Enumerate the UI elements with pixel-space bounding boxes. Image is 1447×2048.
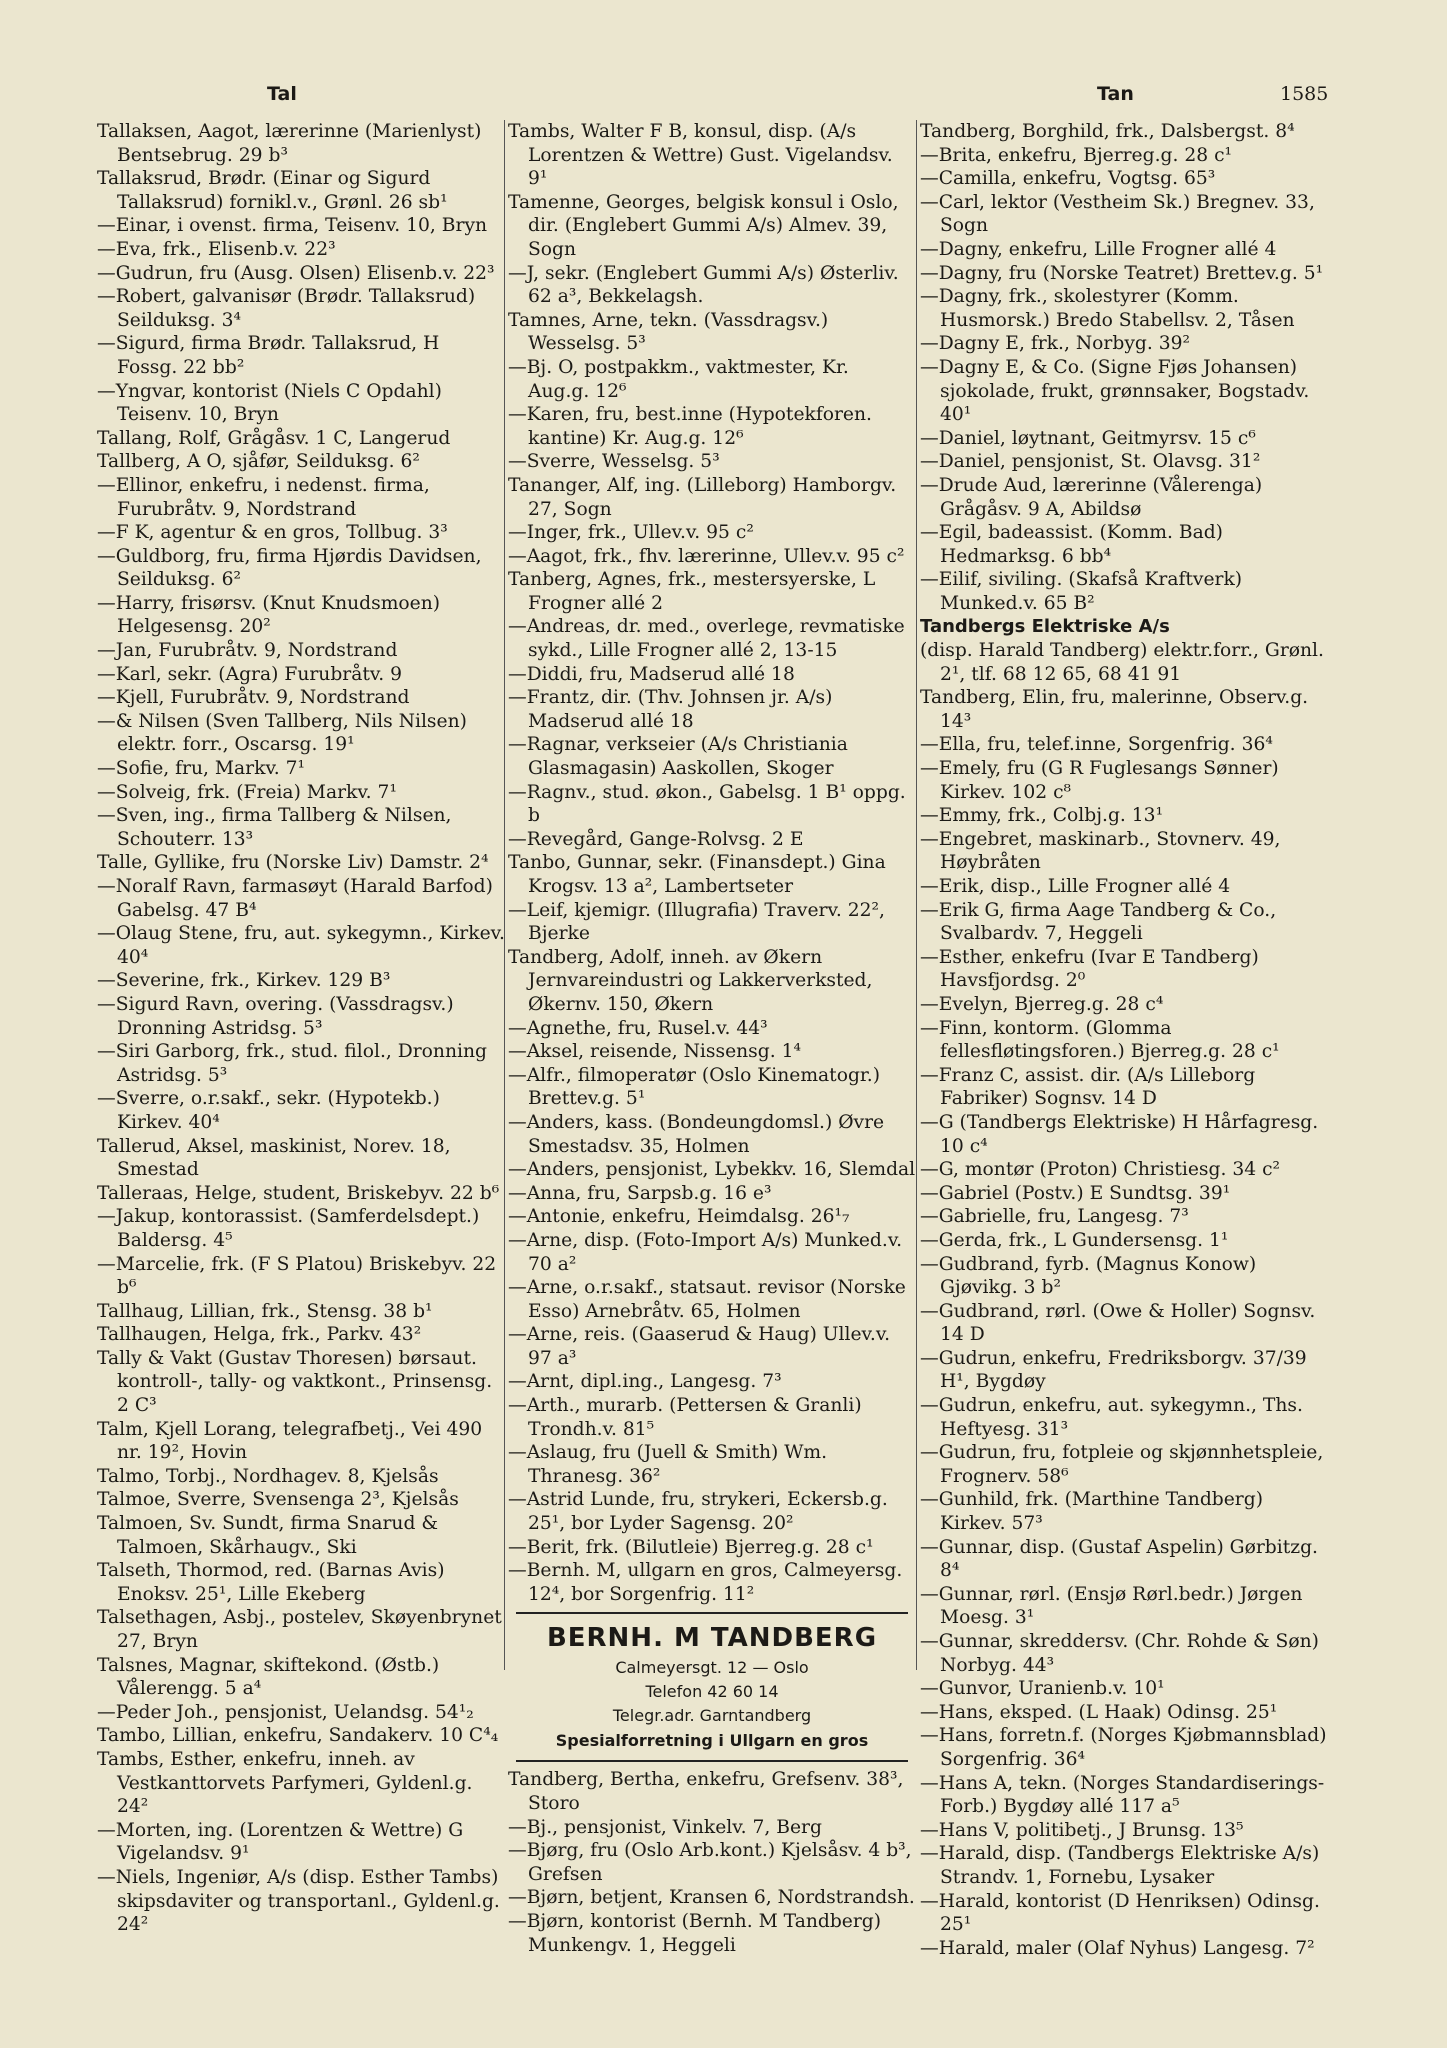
directory-entry: —Daniel, pensjonist, St. Olavsg. 31² <box>920 451 1261 473</box>
directory-entry: —Harald, kontorist (D Henriksen) Odinsg. 25¹ <box>920 1890 1320 1936</box>
directory-entry: —Frantz, dir. (Thv. Johnsen jr. A/s) Madserud allé 18 <box>508 687 833 732</box>
directory-entry: —Gerda, frk., L Gundersensg. 1¹ <box>920 1229 1229 1251</box>
directory-entry: —Gudrun, fru, fotpleie og skjønnhetspleie, Frognerv. 58⁶ <box>920 1442 1324 1487</box>
directory-entry: —Jakup, kontorassist. (Samferdelsdept.) Baldersg. 4⁵ <box>97 1206 480 1251</box>
column-2-entries <box>508 1768 916 1957</box>
directory-entry: —Revegård, Gange-Rolvsg. 2 E <box>508 828 804 850</box>
directory-entry: —Bernh. M, ullgarn en gros, Calmeyersg. 12⁴, bor Sorgenfrig. 11² <box>508 1560 903 1605</box>
directory-entry: Talmoen, Sv. Sundt, firma Snarud & Talmoen, Skårhaugv., Ski <box>97 1513 439 1558</box>
directory-entry: —Agnethe, fru, Rusel.v. 44³ <box>508 1017 768 1039</box>
directory-entry: —Noralf Ravn, farmasøyt (Harald Barfod) Gabelsg. 47 B⁴ <box>97 876 493 921</box>
ad-telegram: Telegr.adr. Garntandberg <box>612 1706 812 1726</box>
directory-entry: —Hans, eksped. (L Haak) Odinsg. 25¹ <box>920 1701 1278 1723</box>
directory-entry: —Anna, fru, Sarpsb.g. 16 e³ <box>508 1182 772 1204</box>
column-3-entries <box>920 120 1330 615</box>
directory-entry: —Gunnar, disp. (Gustaf Aspelin) Gørbitzg. 8⁴ <box>920 1536 1318 1582</box>
directory-entry: —Ragnv., stud. økon., Gabelsg. 1 B¹ oppg. b <box>508 781 906 827</box>
directory-entry: —Olaug Stene, fru, aut. sykegymn., Kirkev. 40⁴ <box>97 923 505 968</box>
directory-entry: —Ragnar, verkseier (A/s Christiania Glasmagasin) Aaskollen, Skoger <box>508 734 848 780</box>
directory-entry: Talle, Gyllike, fru (Norske Liv) Damstr. 2⁴ <box>97 852 489 874</box>
directory-entry: —Harald, disp. (Tandbergs Elektriske A/s) Strandv. 1, Fornebu, Lysaker <box>920 1843 1320 1888</box>
directory-entry: Talleraas, Helge, student, Briskebyv. 22 b⁶ <box>97 1182 500 1204</box>
directory-entry: —Emely, fru (G R Fuglesangs Sønner) Kirkev. 102 c⁸ <box>920 758 1279 803</box>
directory-entry: Tallerud, Aksel, maskinist, Norev. 18, Smestad <box>97 1135 451 1181</box>
directory-entry: —Andreas, dr. med., overlege, revmatiske sykd., Lille Frogner allé 2, 13-15 <box>508 616 905 662</box>
directory-entry: —Gunvor, Uranienb.v. 10¹ <box>920 1678 1165 1700</box>
directory-entry: —Dagny, frk., skolestyrer (Komm. Husmorsk.) Bredo Stabellsv. 2, Tåsen <box>920 286 1295 331</box>
directory-entry: —Gudrun, enkefru, aut. sykegymn., Ths. Heftyesg. 31³ <box>920 1395 1303 1440</box>
directory-entry: —Inger, frk., Ullev.v. 95 c² <box>508 522 754 544</box>
column-2-entries <box>508 120 916 1606</box>
header-right: Tan <box>1097 83 1134 105</box>
directory-entry: —Sverre, Wesselsg. 5³ <box>508 451 720 473</box>
directory-entry: —Gabriel (Postv.) E Sundtsg. 39¹ <box>920 1182 1231 1204</box>
directory-entry: —Marcelie, frk. (F S Platou) Briskebyv. 22 b⁶ <box>97 1253 497 1299</box>
directory-entry: —Drude Aud, lærerinne (Vålerenga) Grågåsv. 9 A, Abildsø <box>920 474 1263 520</box>
ad-phone: Telefon 42 60 14 <box>645 1682 779 1702</box>
directory-entry: Tanberg, Agnes, frk., mestersyerske, L Frogner allé 2 <box>508 569 876 614</box>
directory-entry: Tambs, Walter F B, konsul, disp. (A/s Lorentzen & Wettre) Gust. Vigelandsv. 9¹ <box>508 121 893 190</box>
directory-entry: —Solveig, frk. (Freia) Markv. 7¹ <box>97 781 397 803</box>
directory-entry: —Eva, frk., Elisenb.v. 22³ <box>97 238 336 260</box>
directory-entry: —G, montør (Proton) Christiesg. 34 c² <box>920 1159 1281 1181</box>
directory-entry: —Brita, enkefru, Bjerreg.g. 28 c¹ <box>920 144 1233 166</box>
directory-entry: —Franz C, assist. dir. (A/s Lilleborg Fabriker) Sognsv. 14 D <box>920 1064 1256 1110</box>
directory-entry: —Karl, sekr. (Agra) Furubråtv. 9 <box>97 663 402 685</box>
advertisement <box>516 1612 908 1762</box>
directory-entry: Tamenne, Georges, belgisk konsul i Oslo, dir. (Englebert Gummi A/s) Almev. 39, Sogn <box>508 191 899 260</box>
directory-entry: —Ellinor, enkefru, i nedenst. firma, Furubråtv. 9, Nordstrand <box>97 474 430 520</box>
directory-entry: —Peder Joh., pensjonist, Uelandsg. 54¹₂ <box>97 1701 474 1723</box>
directory-entry: Talm, Kjell Lorang, telegrafbetj., Vei 490 nr. 19², Hovin <box>97 1418 483 1464</box>
directory-entry: —Gunnar, skreddersv. (Chr. Rohde & Søn) Norbyg. 44³ <box>920 1631 1319 1676</box>
directory-entry: —Einar, i ovenst. firma, Teisenv. 10, Bryn <box>97 215 488 237</box>
directory-entry: —Bjørn, kontorist (Bernh. M Tandberg) Munkengv. 1, Heggeli <box>508 1910 882 1956</box>
directory-entry: Tananger, Alf, ing. (Lilleborg) Hamborgv. 27, Sogn <box>508 474 897 520</box>
directory-entry: Tallaksen, Aagot, lærerinne (Marienlyst) Bentsebrug. 29 b³ <box>97 121 482 166</box>
ad-name: BERNH. M TANDBERG <box>546 1623 878 1654</box>
directory-entry: Talsethagen, Asbj., postelev, Skøyenbrynet 27, Bryn <box>97 1607 502 1652</box>
directory-entry: —G (Tandbergs Elektriske) H Hårfagresg. 10 c⁴ <box>920 1111 1319 1157</box>
directory-entry: —Emmy, frk., Colbj.g. 13¹ <box>920 805 1164 827</box>
directory-entry: (disp. Harald Tandberg) elektr.forr., Grønl. 2¹, tlf. 68 12 65, 68 41 91 <box>920 640 1324 685</box>
column-3 <box>920 120 1330 1960</box>
column-divider <box>916 120 917 1670</box>
directory-entry: —Jan, Furubråtv. 9, Nordstrand <box>97 640 398 662</box>
directory-entry: —Harry, frisørsv. (Knut Knudsmoen) Helgesensg. 20² <box>97 592 441 638</box>
directory-entry: —Astrid Lunde, fru, strykeri, Eckersb.g. 25¹, bor Lyder Sagensg. 20² <box>508 1489 888 1535</box>
directory-entry: —Arth., murarb. (Pettersen & Granli) Trondh.v. 81⁵ <box>508 1395 862 1440</box>
directory-entry: —Guldborg, fru, firma Hjørdis Davidsen, Seilduksg. 6² <box>97 545 482 591</box>
column-1 <box>97 120 505 1937</box>
directory-entry: —Sigurd, firma Brødr. Tallaksrud, H Fossg. 22 bb² <box>97 333 440 378</box>
directory-entry: —Severine, frk., Kirkev. 129 B³ <box>97 970 391 992</box>
directory-entry: —Engebret, maskinarb., Stovnerv. 49, Høybråten <box>920 828 1281 874</box>
directory-entry: —Gudbrand, rørl. (Owe & Holler) Sognsv. 14 D <box>920 1300 1316 1346</box>
directory-entry: —Leif, kjemigr. (Illugrafia) Traverv. 22², Bjerke <box>508 899 885 945</box>
directory-entry: —Kjell, Furubråtv. 9, Nordstrand <box>97 687 410 709</box>
directory-entry: Tallaksrud, Brødr. (Einar og Sigurd Tallaksrud) fornikl.v., Grønl. 26 sb¹ <box>97 168 448 213</box>
directory-entry: Tanbo, Gunnar, sekr. (Finansdept.) Gina Krogsv. 13 a², Lambertseter <box>508 852 886 897</box>
directory-entry: —Dagny, enkefru, Lille Frogner allé 4 <box>920 238 1277 260</box>
directory-entry: —Daniel, løytnant, Geitmyrsv. 15 c⁶ <box>920 427 1256 449</box>
directory-entry: —Sverre, o.r.sakf., sekr. (Hypotekb.) Kirkev. 40⁴ <box>97 1088 440 1133</box>
directory-entry: Talsnes, Magnar, skiftekond. (Østb.) Vålerengg. 5 a⁴ <box>97 1654 440 1700</box>
directory-entry: —Hans A, tekn. (Norges Standardiserings-Forb.) Bygdøy allé 117 a⁵ <box>920 1772 1325 1818</box>
directory-entry: —Bjørn, betjent, Kransen 6, Nordstrandsh. <box>508 1887 915 1909</box>
directory-entry: —Siri Garborg, frk., stud. filol., Dronning Astridsg. 5³ <box>97 1041 487 1086</box>
directory-entry: —Robert, galvanisør (Brødr. Tallaksrud) Seilduksg. 3⁴ <box>97 286 476 331</box>
directory-entry: Tallang, Rolf, Grågåsv. 1 C, Langerud <box>97 427 451 449</box>
directory-entry: —Gudrun, enkefru, Fredriksborgv. 37/39 H¹, Bygdøy <box>920 1347 1307 1393</box>
directory-entry: —Gunnar, rørl. (Ensjø Rørl.bedr.) Jørgen Moesg. 3¹ <box>920 1583 1303 1629</box>
directory-entry: —Bjørg, fru (Oslo Arb.kont.) Kjelsåsv. 4 b³, Grefsen <box>508 1840 912 1885</box>
directory-entry: —Finn, kontorm. (Glomma fellesfløtingsforen.) Bjerreg.g. 28 c¹ <box>920 1017 1280 1063</box>
directory-entry: —Berit, frk. (Bilutleie) Bjerreg.g. 28 c¹ <box>508 1536 874 1558</box>
directory-entry: —Hans, forretn.f. (Norges Kjøbmannsblad) Sorgenfrig. 36⁴ <box>920 1725 1327 1770</box>
directory-entry: —Dagny, fru (Norske Teatret) Brettev.g. 5¹ <box>920 262 1324 284</box>
directory-entry: —Dagny E, & Co. (Signe Fjøs Johansen) sjokolade, frukt, grønnsaker, Bogstadv. 40¹ <box>920 356 1310 426</box>
directory-entry: —Harald, maler (Olaf Nyhus) Langesg. 7² <box>920 1937 1315 1959</box>
directory-entry: Tambo, Lillian, enkefru, Sandakerv. 10 C⁴₄ <box>97 1725 499 1747</box>
directory-entry: —Gunhild, frk. (Marthine Tandberg) Kirkev. 57³ <box>920 1489 1263 1535</box>
directory-entry: —Diddi, fru, Madserud allé 18 <box>508 663 795 685</box>
directory-entry: —Dagny E, frk., Norbyg. 39² <box>920 333 1190 355</box>
directory-entry: Talmoe, Sverre, Svensenga 2³, Kjelsås <box>97 1489 459 1511</box>
directory-entry: —Gudrun, fru (Ausg. Olsen) Elisenb.v. 22³ <box>97 262 495 284</box>
directory-entry: —Esther, enkefru (Ivar E Tandberg) Havsfjordsg. 2⁰ <box>920 946 1259 992</box>
directory-entry: —Karen, fru, best.inne (Hypotekforen. kantine) Kr. Aug.g. 12⁶ <box>508 404 872 449</box>
directory-entry: —Arne, disp. (Foto-Import A/s) Munked.v. 70 a² <box>508 1229 903 1275</box>
directory-entry: Tamnes, Arne, tekn. (Vassdragsv.) Wesselsg. 5³ <box>508 309 829 355</box>
directory-entry: —Arne, reis. (Gaaserud & Haug) Ullev.v. 97 a³ <box>508 1324 891 1369</box>
directory-entry: —Alfr., filmoperatør (Oslo Kinematogr.) Brettev.g. 5¹ <box>508 1064 881 1110</box>
directory-entry: —Antonie, enkefru, Heimdalsg. 26¹₇ <box>508 1206 850 1228</box>
directory-entry: —Ella, fru, telef.inne, Sorgenfrig. 36⁴ <box>920 734 1273 756</box>
directory-entry: —Hans V, politibetj., J Brunsg. 13⁵ <box>920 1819 1244 1841</box>
directory-entry: Tallhaugen, Helga, frk., Parkv. 43² <box>97 1324 422 1346</box>
ad-address: Calmeyersgt. 12 — Oslo <box>615 1658 809 1678</box>
directory-entry: —F K, agentur & en gros, Tollbug. 3³ <box>97 522 448 544</box>
page-number: 1585 <box>1280 83 1329 105</box>
directory-entry: —Aksel, reisende, Nissensg. 1⁴ <box>508 1041 801 1063</box>
directory-entry: —Camilla, enkefru, Vogtsg. 65³ <box>920 168 1216 190</box>
directory-entry: Tally & Vakt (Gustav Thoresen) børsaut. kontroll-, tally- og vaktkont., Prinsensg. 2 C³ <box>97 1347 493 1417</box>
directory-entry: —Arnt, dipl.ing., Langesg. 7³ <box>508 1371 782 1393</box>
directory-entry: —Evelyn, Bjerreg.g. 28 c⁴ <box>920 993 1164 1015</box>
column-2 <box>508 120 916 1957</box>
directory-entry: Tallhaug, Lillian, frk., Stensg. 38 b¹ <box>97 1300 433 1322</box>
directory-entry: —Anders, kass. (Bondeungdomsl.) Øvre Smestadsv. 35, Holmen <box>508 1111 885 1157</box>
directory-entry: —Gabrielle, fru, Langesg. 7³ <box>920 1206 1189 1228</box>
directory-entry: Tandberg, Elin, fru, malerinne, Observ.g. 14³ <box>920 687 1309 732</box>
directory-entry: —Egil, badeassist. (Komm. Bad) Hedmarksg. 6 bb⁴ <box>920 522 1223 567</box>
directory-entry: Tandberg, Borghild, frk., Dalsbergst. 8⁴ <box>920 121 1295 142</box>
directory-entry: —Niels, Ingeniør, A/s (disp. Esther Tambs) skipsdaviter og transportanl., Gyldenl.g. 24² <box>97 1866 500 1936</box>
directory-entry: —Bj. O, postpakkm., vaktmester, Kr. Aug.g. 12⁶ <box>508 356 849 402</box>
directory-entry: —Yngvar, kontorist (Niels C Opdahl) Teisenv. 10, Bryn <box>97 380 442 426</box>
ad-specialty: Spesialforretning i Ullgarn en gros <box>555 1731 869 1751</box>
directory-entry: Tallberg, A O, sjåfør, Seilduksg. 6² <box>97 451 420 473</box>
directory-entry: —Morten, ing. (Lorentzen & Wettre) G Vigelandsv. 9¹ <box>97 1819 464 1865</box>
directory-entry: —Bj., pensjonist, Vinkelv. 7, Berg <box>508 1816 822 1838</box>
directory-entry: —J, sekr. (Englebert Gummi A/s) Østerliv. 62 a³, Bekkelagsh. <box>508 262 899 308</box>
directory-entry: Talmo, Torbj., Nordhagev. 8, Kjelsås <box>97 1465 439 1487</box>
column-3-entries <box>920 686 1330 1960</box>
directory-entry: —Erik, disp., Lille Frogner allé 4 <box>920 876 1231 897</box>
directory-entry: —Arne, o.r.sakf., statsaut. revisor (Norske Esso) Arnebråtv. 65, Holmen <box>508 1277 906 1322</box>
header-left: Tal <box>267 83 297 105</box>
directory-entry: —Eilif, siviling. (Skafså Kraftverk) Munked.v. 65 B² <box>920 569 1243 614</box>
directory-entry: —Carl, lektor (Vestheim Sk.) Bregnev. 33, Sogn <box>920 191 1315 237</box>
directory-entry: —& Nilsen (Sven Tallberg, Nils Nilsen) elektr. forr., Oscarsg. 19¹ <box>97 710 467 756</box>
directory-entry: Tandberg, Adolf, inneh. av Økern Jernvareindustri og Lakkerverksted, Økernv. 150, Økern <box>508 946 873 1015</box>
firm-details <box>920 639 1330 686</box>
directory-entry: —Gudbrand, fyrb. (Magnus Konow) Gjøvikg. 3 b² <box>920 1253 1257 1299</box>
directory-entry: —Aagot, frk., fhv. lærerinne, Ullev.v. 95 c² <box>508 545 905 567</box>
directory-entry: Tambs, Esther, enkefru, inneh. av Vestkanttorvets Parfymeri, Gyldenl.g. 24² <box>97 1748 473 1818</box>
directory-entry: —Sven, ing., firma Tallberg & Nilsen, Schouterr. 13³ <box>97 805 452 850</box>
directory-entry: —Sofie, fru, Markv. 7¹ <box>97 758 306 780</box>
directory-entry: Tandberg, Bertha, enkefru, Grefsenv. 38³, Storo <box>508 1769 904 1814</box>
directory-entry: Talseth, Thormod, red. (Barnas Avis) Enoksv. 25¹, Lille Ekeberg <box>97 1560 445 1605</box>
directory-entry: —Anders, pensjonist, Lybekkv. 16, Slemdal <box>508 1159 916 1181</box>
firm-heading: Tandbergs Elektriske A/s <box>920 616 1170 638</box>
directory-entry: —Erik G, firma Aage Tandberg & Co., Svalbardv. 7, Heggeli <box>920 899 1277 945</box>
directory-entry: —Aslaug, fru (Juell & Smith) Wm. Thranesg. 36² <box>508 1442 828 1487</box>
directory-entry: —Sigurd Ravn, overing. (Vassdragsv.) Dronning Astridsg. 5³ <box>97 993 454 1039</box>
